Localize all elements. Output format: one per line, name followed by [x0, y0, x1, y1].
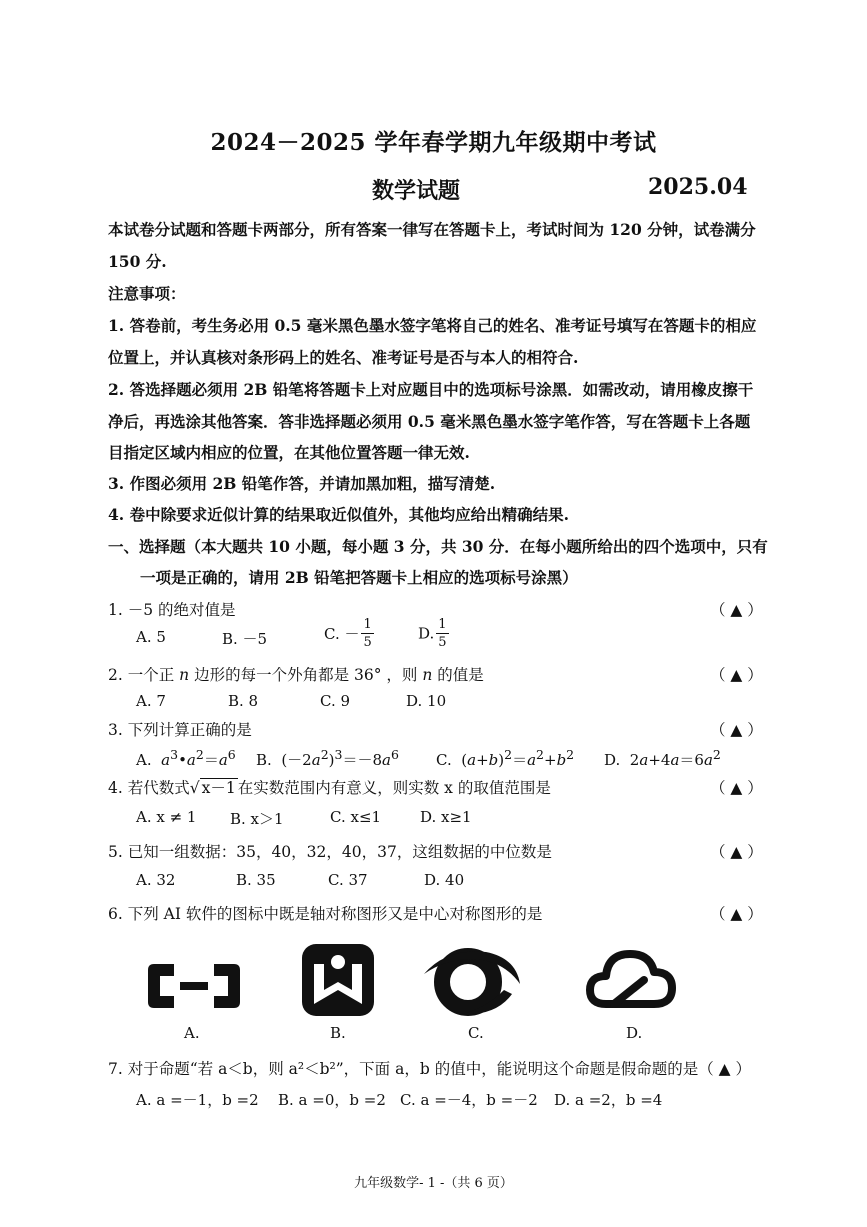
fraction-denominator: 5 — [363, 635, 372, 650]
q4-stem-post: 在实数范围内有意义，则实数 x 的取值范围是 — [237, 779, 551, 797]
answer-mark: （ ▲ ） — [710, 843, 763, 861]
fraction-denominator: 5 — [438, 635, 447, 650]
q4-option-c: C. x≤1 — [330, 808, 382, 826]
q6-label-b: B. — [330, 1024, 346, 1042]
question-5-stem: 5. 已知一组数据：35，40，32，40，37，这组数据的中位数是 — [108, 843, 552, 861]
q2-option-c: C. 9 — [320, 692, 351, 710]
q5-option-a: A. 32 — [136, 871, 176, 889]
intro-line-1: 本试卷分试题和答题卡两部分，所有答案一律写在答题卡上，考试时间为 120 分钟，试卷满分 — [108, 220, 756, 239]
q7-option-c: C. a =－4，b =－2 — [400, 1091, 538, 1109]
q1-option-d — [418, 618, 449, 649]
fraction — [361, 618, 373, 649]
q2-stem-mid: 边形的每一个外角都是 36° ，则 — [189, 666, 423, 684]
notes-line: 4. 卷中除要求近似计算的结果取近似值外，其他均应给出精确结果. — [108, 505, 569, 524]
section-heading-cont: 一项是正确的，请用 2B 铅笔把答题卡上相应的选项标号涂黑） — [140, 568, 578, 587]
q2-var-n: n — [179, 666, 190, 684]
exam-subject: 数学试题 — [372, 178, 461, 204]
question-3-stem: 3. 下列计算正确的是 — [108, 721, 252, 739]
q6-label-c: C. — [468, 1024, 484, 1042]
q1-option-b: B. －5 — [222, 630, 268, 648]
exam-title: 2024－2025 学年春学期九年级期中考试 — [210, 129, 657, 156]
q1-option-c — [324, 618, 374, 649]
notes-line: 位置上，并认真核对条形码上的姓名、准考证号是否与本人的相符合. — [108, 348, 579, 367]
q3-option-d: D. $2a+4a=6a^2$ — [604, 747, 721, 769]
option-label: D. — [604, 751, 621, 769]
answer-mark: （ ▲ ） — [710, 779, 763, 797]
q4-option-d: D. x≥1 — [420, 808, 472, 826]
question-6-stem: 6. 下列 AI 软件的图标中既是轴对称图形又是中心对称图形的是 — [108, 905, 543, 923]
notes-line: 3. 作图必须用 2B 铅笔作答，并请加黑加粗，描写清楚. — [108, 474, 496, 493]
page-footer: 九年级数学- 1 -（共 6 页） — [354, 1176, 513, 1191]
answer-mark: （ ▲ ） — [710, 905, 763, 923]
q4-stem-pre: 4. 若代数式 — [108, 779, 190, 797]
question-2-stem — [108, 663, 484, 685]
q7-option-a: A. a =－1，b =2 — [136, 1091, 259, 1109]
notes-line: 2. 答选择题必须用 2B 铅笔将答题卡上对应题目中的选项标号涂黑．如需改动，请用橡皮擦干 — [108, 380, 754, 399]
notes-heading: 注意事项： — [108, 284, 186, 303]
q3-option-c: C. $(a+b)^2=a^2+b^2$ — [436, 747, 575, 769]
q3-option-a: A. $a^3•a^2=a^6$ — [136, 747, 236, 769]
exam-date: 2025.04 — [648, 174, 748, 200]
notes-line: 目指定区域内相应的位置，在其他位置答题一律无效. — [108, 443, 470, 462]
option-label: A. — [136, 751, 152, 769]
q4-option-a: A. x ≠ 1 — [136, 808, 197, 826]
ai-logo-c-icon — [416, 944, 526, 1020]
option-label: B. — [256, 751, 272, 769]
question-7-stem: 7. 对于命题“若 a＜b，则 a²＜b²”，下面 a，b 的值中，能说明这个命题是假命题的是（ ▲ ） — [108, 1060, 751, 1078]
q4-option-b: B. x＞1 — [230, 810, 284, 828]
q7-option-b: B. a =0，b =2 — [278, 1091, 386, 1109]
q2-stem-post: 的值是 — [432, 666, 484, 684]
question-4-stem: 4. 若代数式√ x－1 在实数范围内有意义，则实数 x 的取值范围是 — [108, 779, 551, 797]
q1-option-a: A. 5 — [136, 628, 166, 646]
intro-line-2: 150 分. — [108, 252, 167, 271]
q4-radicand: x－1 — [201, 779, 236, 797]
question-1-stem: 1. －5 的绝对值是 — [108, 601, 236, 619]
answer-mark: （ ▲ ） — [710, 721, 763, 739]
ai-logo-b-icon — [300, 942, 376, 1018]
fraction — [436, 618, 448, 649]
q5-option-d: D. 40 — [424, 871, 465, 889]
ai-logo-a-icon — [144, 958, 244, 1014]
section-heading: 一、选择题（本大题共 10 小题，每小题 3 分，共 30 分．在每小题所给出的四个选项中，只有 — [108, 537, 768, 556]
fraction-numerator: 1 — [363, 617, 372, 632]
q2-option-b: B. 8 — [228, 692, 259, 710]
q6-label-a: A. — [184, 1024, 200, 1042]
q2-option-d: D. 10 — [406, 692, 447, 710]
q2-option-a: A. 7 — [136, 692, 166, 710]
answer-mark: （ ▲ ） — [710, 601, 763, 619]
q2-var-n: n — [422, 666, 433, 684]
q1-option-d-prefix: D. — [418, 624, 435, 643]
option-label: C. — [436, 751, 452, 769]
q3-option-b: B. $(-2a^2)^3=-8a^6$ — [256, 747, 399, 769]
q5-option-c: C. 37 — [328, 871, 368, 889]
notes-line: 1. 答卷前，考生务必用 0.5 毫米黑色墨水签字笔将自己的姓名、准考证号填写在答题卡的相应 — [108, 316, 757, 335]
q7-option-d: D. a =2，b =4 — [554, 1091, 663, 1109]
notes-line: 净后，再选涂其他答案．答非选择题必须用 0.5 毫米黑色墨水签字笔作答，写在答题卡上各题 — [108, 412, 751, 431]
q6-label-d: D. — [626, 1024, 643, 1042]
q2-stem-pre: 2. 一个正 — [108, 666, 180, 684]
ai-logo-d-icon — [584, 944, 678, 1016]
q5-option-b: B. 35 — [236, 871, 276, 889]
fraction-numerator: 1 — [438, 617, 447, 632]
answer-mark: （ ▲ ） — [710, 666, 763, 684]
q1-option-c-prefix: C. － — [324, 625, 360, 643]
